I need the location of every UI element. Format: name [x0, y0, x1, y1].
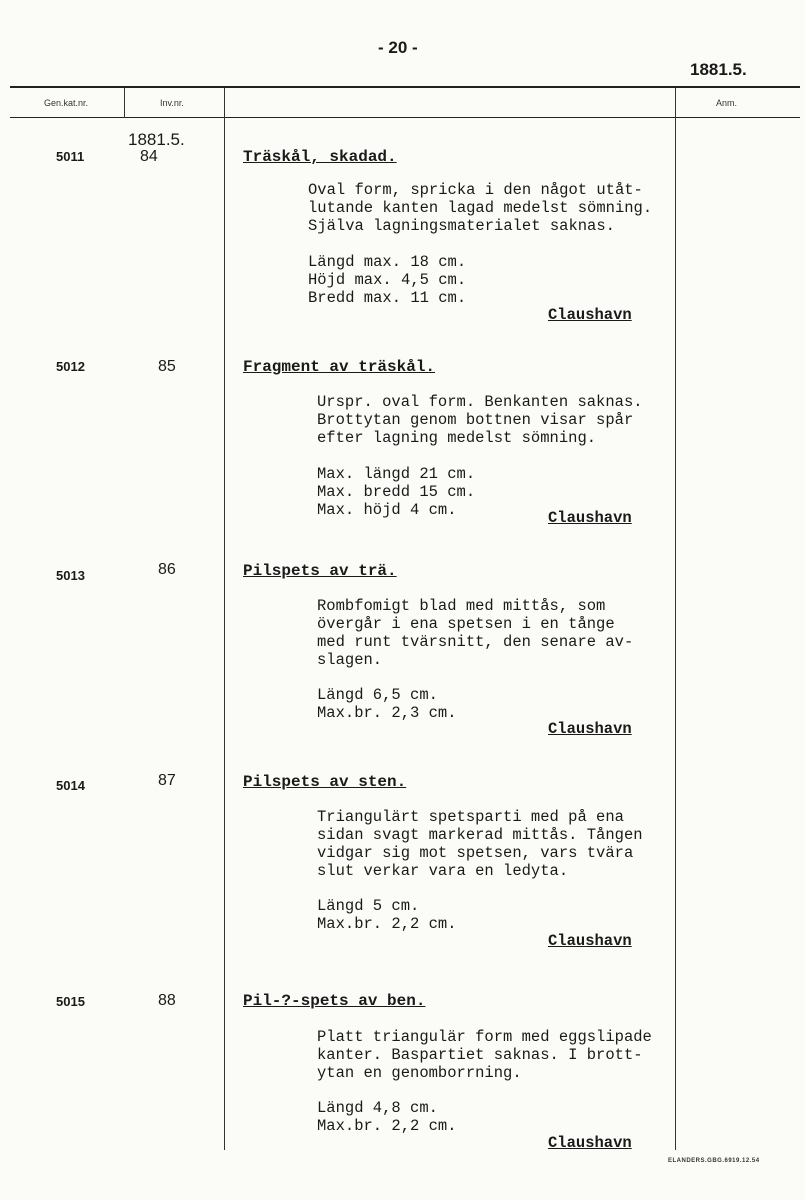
inventory-year: 1881.5. [128, 130, 185, 149]
site-name: Claushavn [548, 932, 632, 950]
measurement-line: Max. bredd 15 cm. [317, 483, 476, 501]
catalog-number: 5013 [56, 568, 85, 583]
description-line: ytan en genomborrning. [317, 1064, 522, 1082]
description-line: övergår i ena spetsen i en tånge [317, 615, 615, 633]
description-line: Själva lagningsmaterialet saknas. [308, 217, 615, 235]
description-line: slagen. [317, 651, 383, 669]
measurement-line: Bredd max. 11 cm. [308, 289, 467, 307]
measurement-line: Max.br. 2,3 cm. [317, 704, 457, 722]
description-line: sidan svagt markerad mittås. Tången [317, 826, 643, 844]
column-header-inv: Inv.nr. [160, 98, 184, 108]
site-name: Claushavn [548, 720, 632, 738]
column-divider-1 [124, 88, 125, 118]
description-line: Rombfomigt blad med mittås, som [317, 597, 606, 615]
entry-title: Pilspets av trä. [243, 562, 397, 580]
page-number: - 20 - [378, 38, 418, 57]
column-divider-3 [675, 88, 676, 1150]
inventory-number: 86 [158, 561, 176, 578]
description-line: med runt tvärsnitt, den senare av- [317, 633, 634, 651]
description-line: vidgar sig mot spetsen, vars tvära [317, 844, 634, 862]
description-line: Oval form, spricka i den något utåt- [308, 181, 643, 199]
description-line: slut verkar vara en ledyta. [317, 862, 569, 880]
site-name: Claushavn [548, 1134, 632, 1152]
description-line: Brottytan genom bottnen visar spår [317, 411, 634, 429]
catalog-number: 5015 [56, 994, 85, 1009]
catalog-number: 5014 [56, 778, 85, 793]
description-line: Triangulärt spetsparti med på ena [317, 808, 624, 826]
measurement-line: Max.br. 2,2 cm. [317, 915, 457, 933]
entry-title: Pilspets av sten. [243, 773, 407, 791]
header-bottom-rule [10, 117, 800, 118]
inventory-number: 88 [158, 992, 176, 1009]
description-line: efter lagning medelst sömning. [317, 429, 597, 447]
description-line: Urspr. oval form. Benkanten saknas. [317, 393, 643, 411]
site-name: Claushavn [548, 306, 632, 324]
measurement-line: Längd 4,8 cm. [317, 1099, 438, 1117]
site-name: Claushavn [548, 509, 632, 527]
measurement-line: Längd max. 18 cm. [308, 253, 467, 271]
entry-title: Pil-?-spets av ben. [243, 992, 426, 1010]
header-top-rule [10, 86, 800, 88]
measurement-line: Längd 5 cm. [317, 897, 420, 915]
catalog-number: 5011 [56, 149, 85, 164]
inventory-number: 85 [158, 358, 176, 375]
measurement-line: Max. höjd 4 cm. [317, 501, 457, 519]
column-divider-2 [224, 88, 225, 1150]
inventory-number: 84 [140, 148, 158, 165]
description-line: Platt triangulär form med eggslipade [317, 1028, 652, 1046]
description-line: lutande kanten lagad medelst sömning. [308, 199, 653, 217]
entry-title: Fragment av träskål. [243, 358, 436, 376]
printer-mark: ELANDERS.GBG.6919.12.54 [668, 1158, 760, 1164]
column-header-gen-kat: Gen.kat.nr. [44, 98, 89, 108]
entry-title: Träskål, skadad. [243, 148, 397, 166]
column-header-anm: Anm. [716, 98, 738, 108]
measurement-line: Max. längd 21 cm. [317, 465, 476, 483]
inventory-number: 87 [158, 772, 176, 789]
description-line: kanter. Baspartiet saknas. I brott- [317, 1046, 643, 1064]
catalog-number: 5012 [56, 359, 85, 374]
measurement-line: Längd 6,5 cm. [317, 686, 438, 704]
page-corner-reference: 1881.5. [690, 60, 747, 79]
measurement-line: Höjd max. 4,5 cm. [308, 271, 467, 289]
measurement-line: Max.br. 2,2 cm. [317, 1117, 457, 1135]
